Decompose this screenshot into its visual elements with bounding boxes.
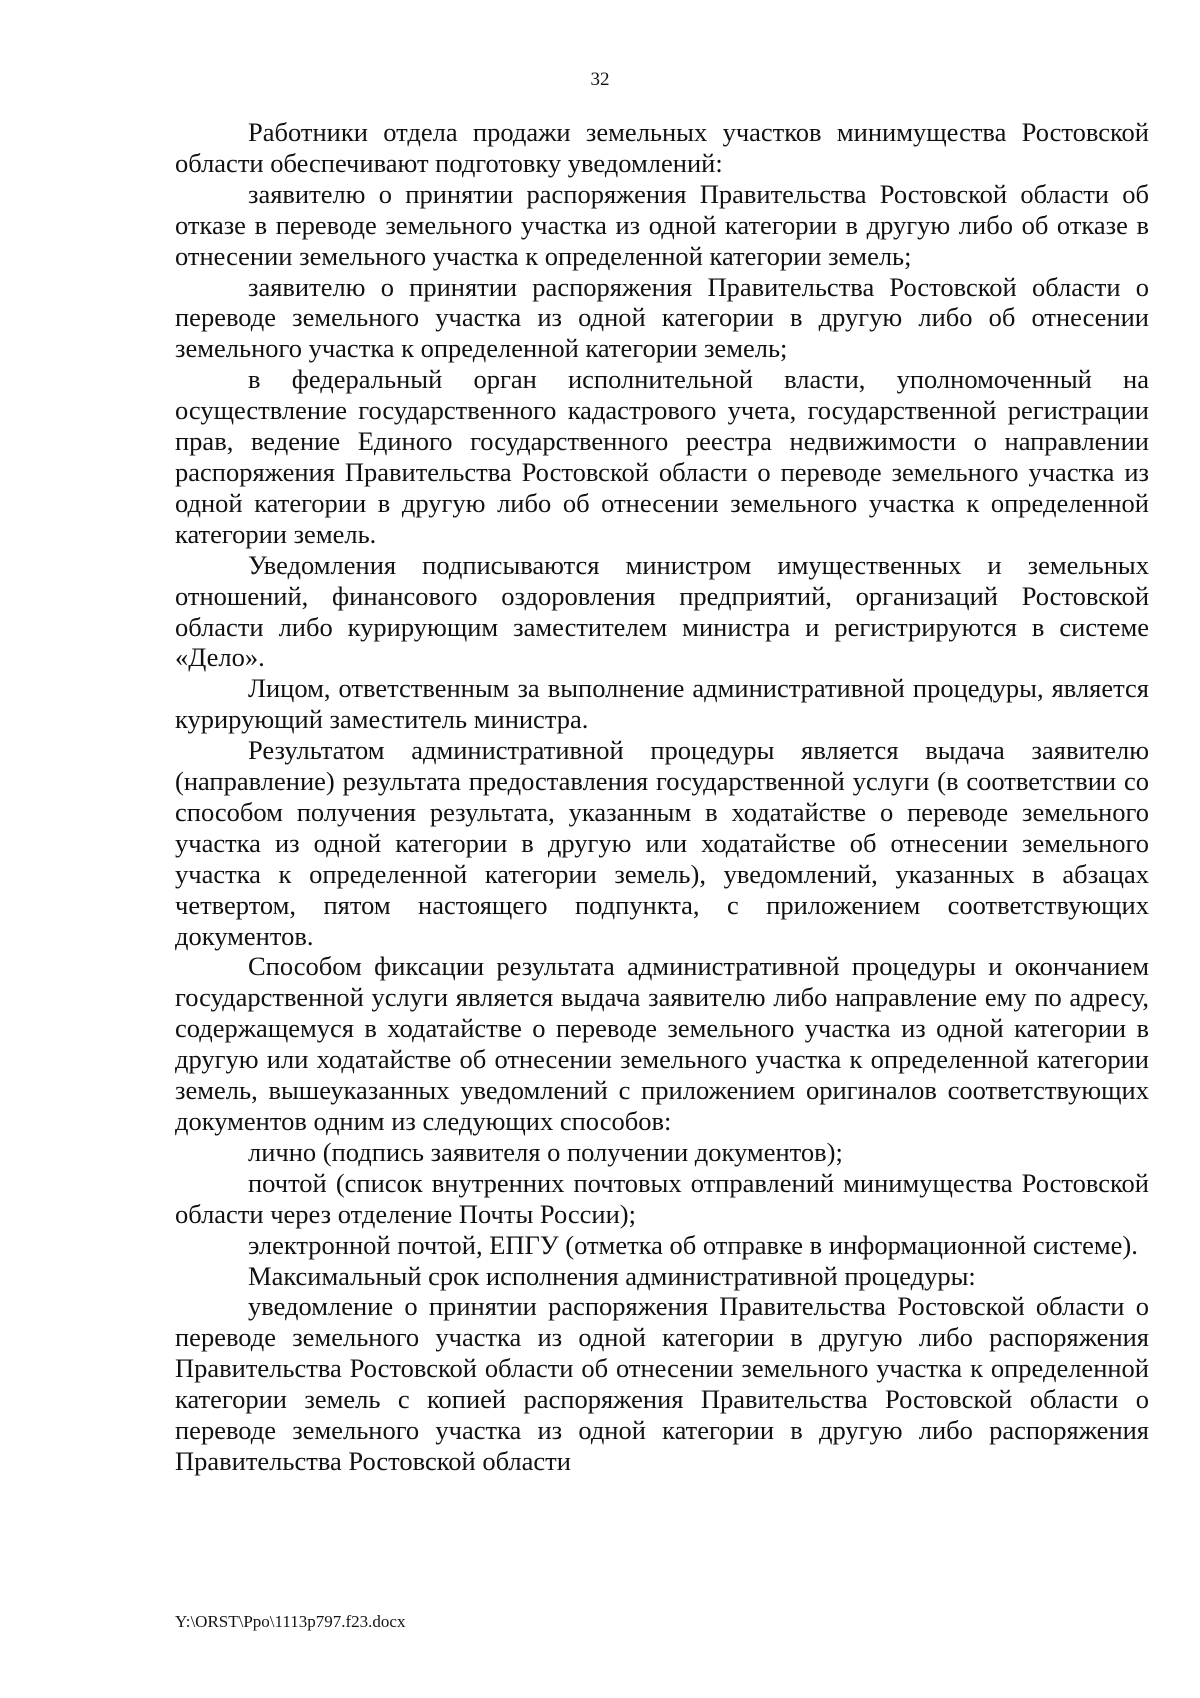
paragraph-procedure-result: Результатом административной процедуры является выдача заявителю (направление) результата предоставления государственной услуги (в соответствии со способом получения результата, указанным в ходатайстве о переводе земельного участка из одной категории в другую или ходатайстве об отнесении земельного участка к определенной категории земель), уведомлений, указанных в абзацах четвертом, пятом настоящего подпункта, с приложением соответствующих документов. bbox=[175, 735, 1149, 951]
paragraph-fixation-method: Способом фиксации результата административной процедуры и окончанием государственной услуги является выдача заявителю либо направление ему по адресу, содержащемуся в ходатайстве о переводе земельного участка из одной категории в другую или ходатайстве об отнесении земельного участка к определенной категории земель, вышеуказанных уведомлений с приложением оригиналов соответствующих документов одним из следующих способов: bbox=[175, 951, 1149, 1136]
paragraph-refusal-notice: заявителю о принятии распоряжения Правительства Ростовской области об отказе в переводе земельного участка из одной категории в другую либо об отказе в отнесении земельного участка к определенной категории земель; bbox=[175, 178, 1149, 271]
page-number: 32 bbox=[590, 69, 610, 90]
footer-file-path: Y:\ORST\Ppo\1113p797.f23.docx bbox=[175, 1612, 406, 1631]
paragraph-federal-body-notice: в федеральный орган исполнительной власти, уполномоченный на осуществление государственного кадастрового учета, государственной регистрации прав, ведение Единого государственного реестра недвижимости о направлении распоряжения Правительства Ростовской области о переводе земельного участка из одной категории в другую либо об отнесении земельного участка к определенной категории земель. bbox=[175, 364, 1149, 549]
paragraph-notice-term: уведомление о принятии распоряжения Правительства Ростовской области о переводе земельного участка из одной категории в другую либо распоряжения Правительства Ростовской области об отнесении земельного участка к определенной категории земель с копией распоряжения Правительства Ростовской области о переводе земельного участка из одной категории в другую либо распоряжения Правительства Ростовской области bbox=[175, 1291, 1149, 1476]
paragraph-signing: Уведомления подписываются министром имущественных и земельных отношений, финансового оздоровления предприятий, организаций Ростовской области либо курирующим заместителем министра и регистрируются в системе «Дело». bbox=[175, 549, 1149, 673]
paragraph-responsible-person: Лицом, ответственным за выполнение административной процедуры, является курирующий заместитель министра. bbox=[175, 673, 1149, 735]
paragraph-delivery-by-post: почтой (список внутренних почтовых отправлений минимущества Ростовской области через отделение Почты России); bbox=[175, 1167, 1149, 1229]
document-body bbox=[175, 117, 1149, 1477]
paragraph-delivery-electronic: электронной почтой, ЕПГУ (отметка об отправке в информационной системе). bbox=[248, 1229, 1138, 1260]
paragraph-approval-notice: заявителю о принятии распоряжения Правительства Ростовской области о переводе земельного участка из одной категории в другую либо об отнесении земельного участка к определенной категории земель; bbox=[175, 271, 1149, 364]
paragraph-notifications-intro: Работники отдела продажи земельных участков минимущества Ростовской области обеспечивают подготовку уведомлений: bbox=[175, 117, 1149, 178]
paragraph-max-term: Максимальный срок исполнения административной процедуры: bbox=[248, 1260, 976, 1291]
paragraph-delivery-in-person: лично (подпись заявителя о получении документов); bbox=[248, 1136, 843, 1167]
